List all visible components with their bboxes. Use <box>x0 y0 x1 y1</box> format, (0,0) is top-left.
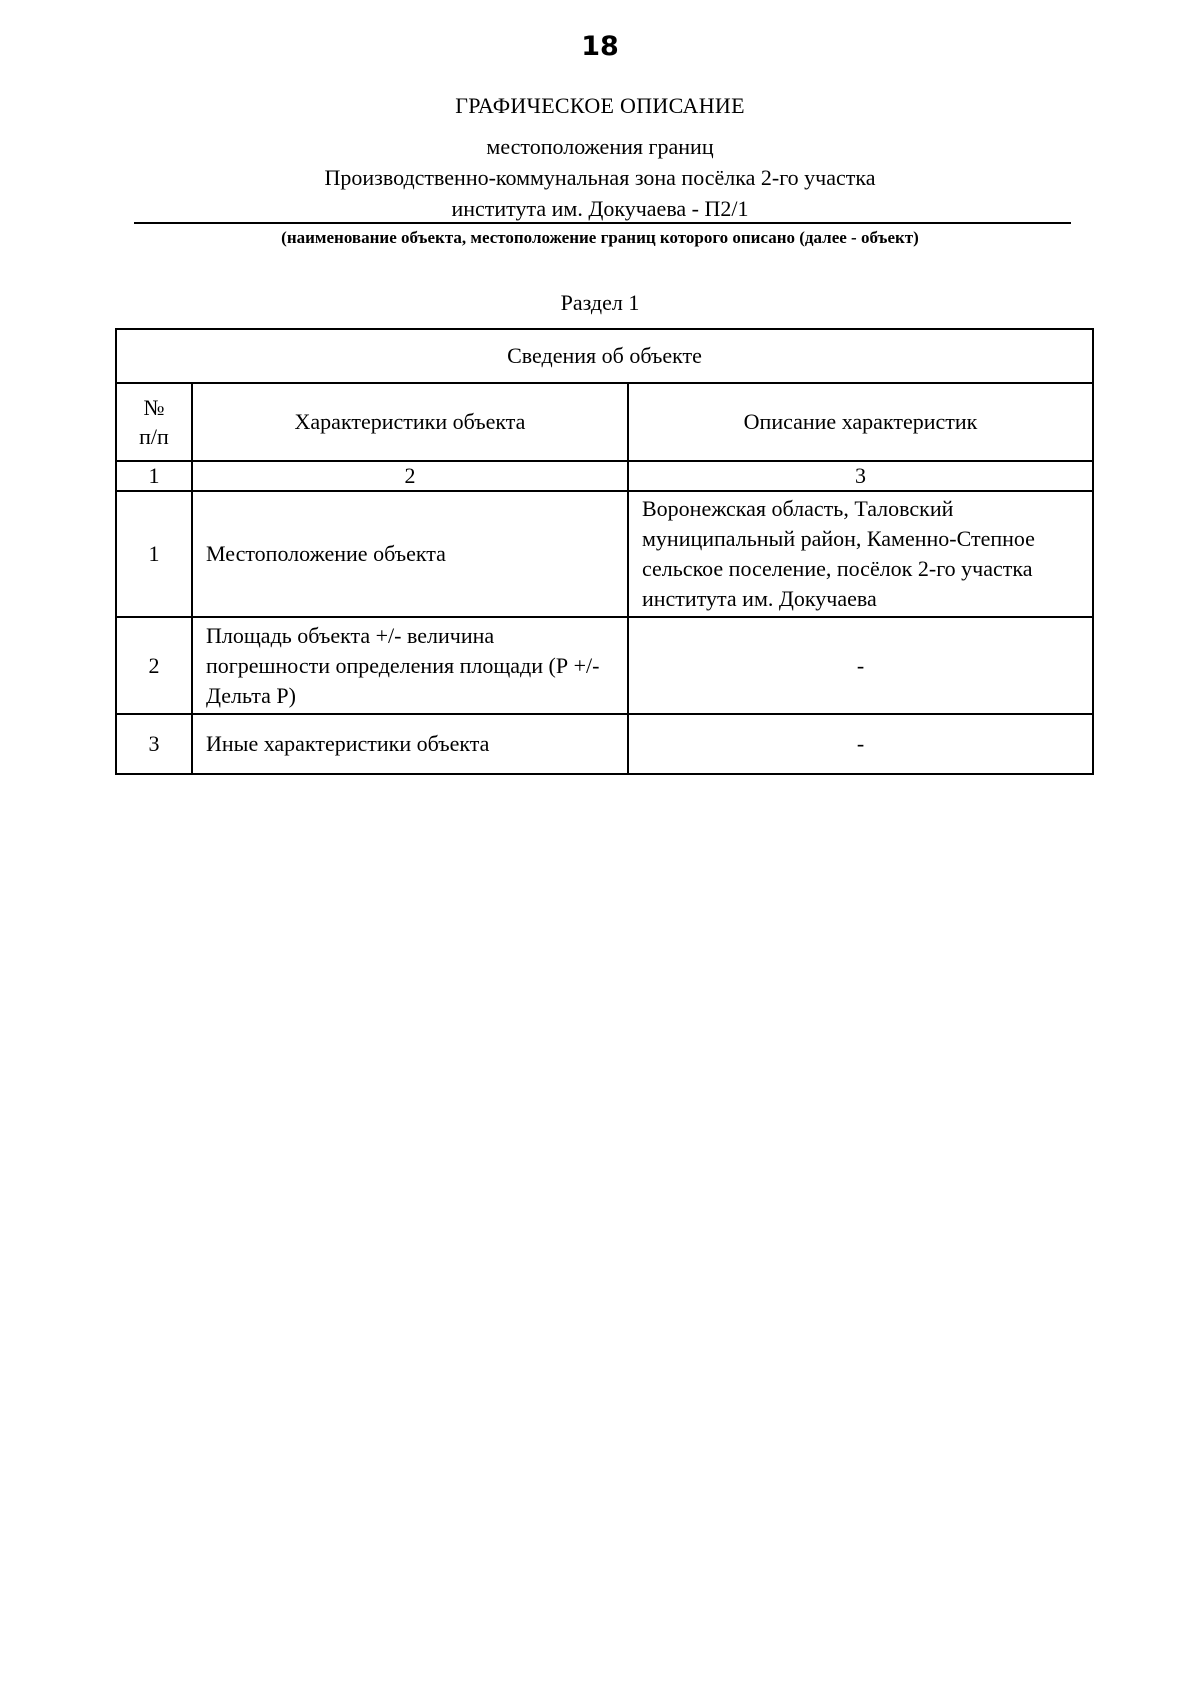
object-caption: (наименование объекта, местоположение границ которого описано (далее - объект) <box>281 228 919 247</box>
table-heading: Сведения об объекте <box>116 329 1093 383</box>
document-subtitle <box>0 131 1200 224</box>
table-row <box>116 714 1093 774</box>
column-header-row <box>116 383 1093 461</box>
row-description: - <box>628 617 1093 714</box>
subtitle-line: местоположения границ <box>486 134 714 159</box>
table-row <box>116 491 1093 617</box>
column-number: 3 <box>628 461 1093 491</box>
table-row <box>116 617 1093 714</box>
table-heading-row <box>116 329 1093 383</box>
object-info-table <box>115 328 1094 775</box>
row-number: 2 <box>116 617 192 714</box>
column-header-characteristics: Характеристики объекта <box>192 383 628 461</box>
column-number: 2 <box>192 461 628 491</box>
section-label: Раздел 1 <box>560 290 640 315</box>
column-header-number <box>116 383 192 461</box>
row-characteristic: Местоположение объекта <box>192 491 628 617</box>
row-description: - <box>628 714 1093 774</box>
subtitle-line: Производственно-коммунальная зона посёлка 2-го участка <box>324 165 876 190</box>
subtitle-line: института им. Докучаева - П2/1 <box>451 196 749 221</box>
column-number-row <box>116 461 1093 491</box>
row-number: 1 <box>116 491 192 617</box>
column-number: 1 <box>116 461 192 491</box>
title-underline <box>134 222 1071 224</box>
document-title: ГРАФИЧЕСКОЕ ОПИСАНИЕ <box>455 93 745 118</box>
page-number: 18 <box>581 31 619 62</box>
row-number: 3 <box>116 714 192 774</box>
row-characteristic: Площадь объекта +/- величина погрешности определения площади (Р +/- Дельта Р) <box>192 617 628 714</box>
number-abbrev: п/п <box>139 424 169 449</box>
column-header-description: Описание характеристик <box>628 383 1093 461</box>
number-sign: № <box>143 395 165 420</box>
row-description: Воронежская область, Таловский муниципальный район, Каменно-Степное сельское поселение, посёлок 2-го участка института им. Докучаева <box>628 491 1093 617</box>
row-characteristic: Иные характеристики объекта <box>192 714 628 774</box>
